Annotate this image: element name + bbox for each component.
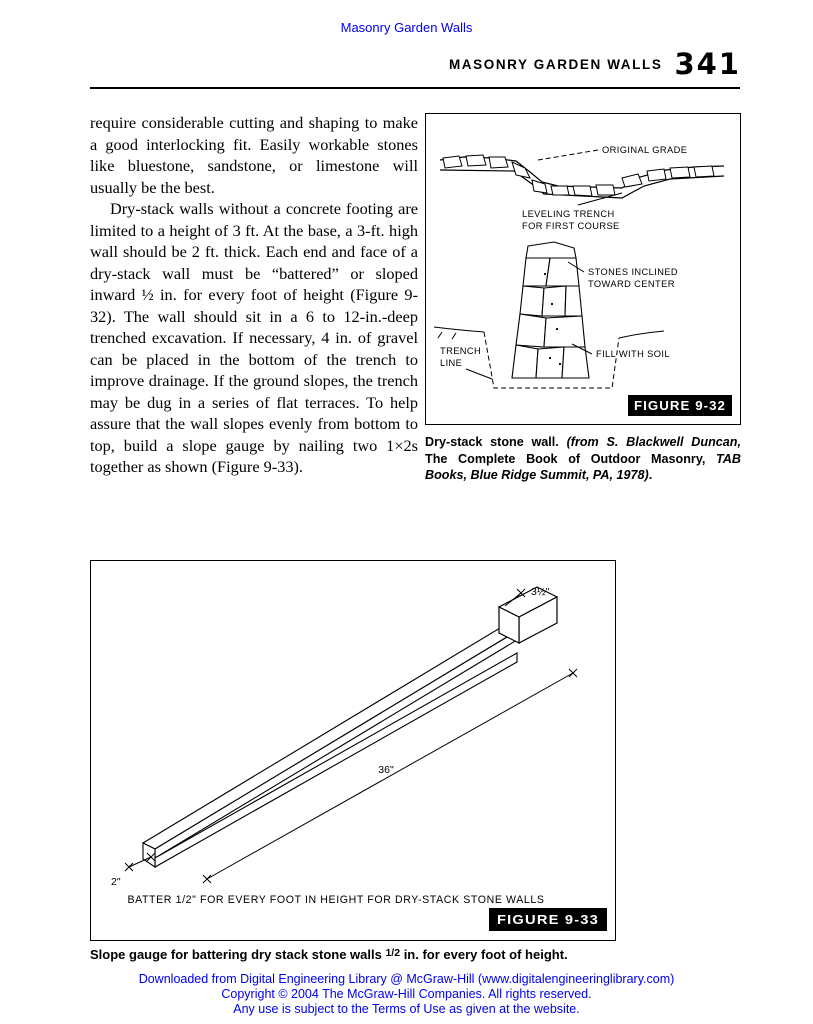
grade-stones <box>443 155 714 196</box>
fig32-label-stones-inclined-1: STONES INCLINED <box>588 267 679 277</box>
fig32-label-leveling-trench-1: LEVELING TRENCH <box>522 209 615 219</box>
figure-9-33-frame <box>90 560 616 941</box>
figure-9-32-tag: FIGURE 9-32 <box>634 399 726 413</box>
body-paragraph-1: require considerable cutting and shaping to make a good interlocking fit. Easily workable stones like bluestone, sandstone, or limestone will usually be the best. <box>90 113 418 197</box>
fig32-label-stones-inclined-2: TOWARD CENTER <box>588 279 675 289</box>
body-text-column <box>90 112 418 478</box>
header-rule <box>90 87 740 89</box>
figure-9-33-drawing <box>91 561 615 940</box>
fig33-dim-tip-height: 2" <box>111 876 121 888</box>
original-grade-leader <box>538 150 598 160</box>
fig32-label-original-grade: ORIGINAL GRADE <box>602 145 688 155</box>
fig32-label-trench-2: LINE <box>440 358 463 368</box>
running-head-title: MASONRY GARDEN WALLS <box>448 57 663 72</box>
caption33-fraction: 1/2 <box>385 947 401 959</box>
caption32-part4: TAB Books, Blue Ridge Summit, PA, 1978) <box>425 451 741 482</box>
figure-9-32-caption <box>425 434 741 484</box>
footer-notice <box>0 972 813 1017</box>
caption32-part5: . <box>648 468 653 482</box>
figure-9-32-frame <box>425 113 741 425</box>
fig32-label-trench-1: TRENCH <box>440 346 482 356</box>
fig33-dim-end-height: 3½" <box>531 586 550 598</box>
figure-9-33-column <box>90 560 616 941</box>
footer-line-terms: Any use is subject to the Terms of Use as given at the website. <box>233 1002 580 1016</box>
caption32-part3: The Complete Book of Outdoor Masonry, <box>425 451 717 466</box>
slope-gauge-boards <box>143 625 517 867</box>
footer-line-download[interactable]: Downloaded from Digital Engineering Library @ McGraw-Hill (www.digitalengineeringlibrary.com) <box>138 972 675 986</box>
caption33-post: in. for every foot of height. <box>400 947 568 962</box>
figure-9-33-tag: FIGURE 9-33 <box>497 913 599 927</box>
fig32-label-fill-with-soil: FILL WITH SOIL <box>596 349 670 359</box>
caption33-pre: Slope gauge for battering dry stack stone walls <box>90 947 386 962</box>
figure-9-32-drawing <box>426 114 739 423</box>
page-number: 341 <box>674 47 741 81</box>
fig33-batter-note: BATTER 1/2" FOR EVERY FOOT IN HEIGHT FOR DRY-STACK STONE WALLS <box>127 894 545 906</box>
figure-9-33-caption <box>90 947 568 962</box>
body-paragraph-2: Dry-stack walls without a concrete footing are limited to a height of 3 ft. At the base, a 3-ft. high wall should be 2 ft. thick. Each end and face of a dry-stack wall must be “battered” or sloped inward ½ in. for every foot of height (Figure 9-32). The wall should sit in a 6 to 12-in.-deep trenched excavation. If necessary, 4 in. of gravel can be placed in the bottom of the trench to improve drainage. If the ground slopes, the trench may be dug in a series of flat terraces. To help assure that the wall slopes evenly from bottom to top, build a slope gauge by nailing two 1×2s together as shown (Figure 9-33). <box>90 199 418 476</box>
fig33-dim-length: 36" <box>378 764 394 776</box>
caption32-part1: Dry-stack stone wall. <box>425 435 567 449</box>
footer-line-copyright: Copyright © 2004 The McGraw-Hill Companies. All rights reserved. <box>221 987 592 1001</box>
top-bookmark-link[interactable]: Masonry Garden Walls <box>340 20 473 35</box>
running-head <box>448 47 741 81</box>
fig32-label-leveling-trench-2: FOR FIRST COURSE <box>522 221 620 231</box>
trench-line-leader <box>466 369 492 379</box>
figure-9-32-column <box>425 113 741 484</box>
caption32-part2: (from S. Blackwell Duncan, <box>566 435 741 449</box>
